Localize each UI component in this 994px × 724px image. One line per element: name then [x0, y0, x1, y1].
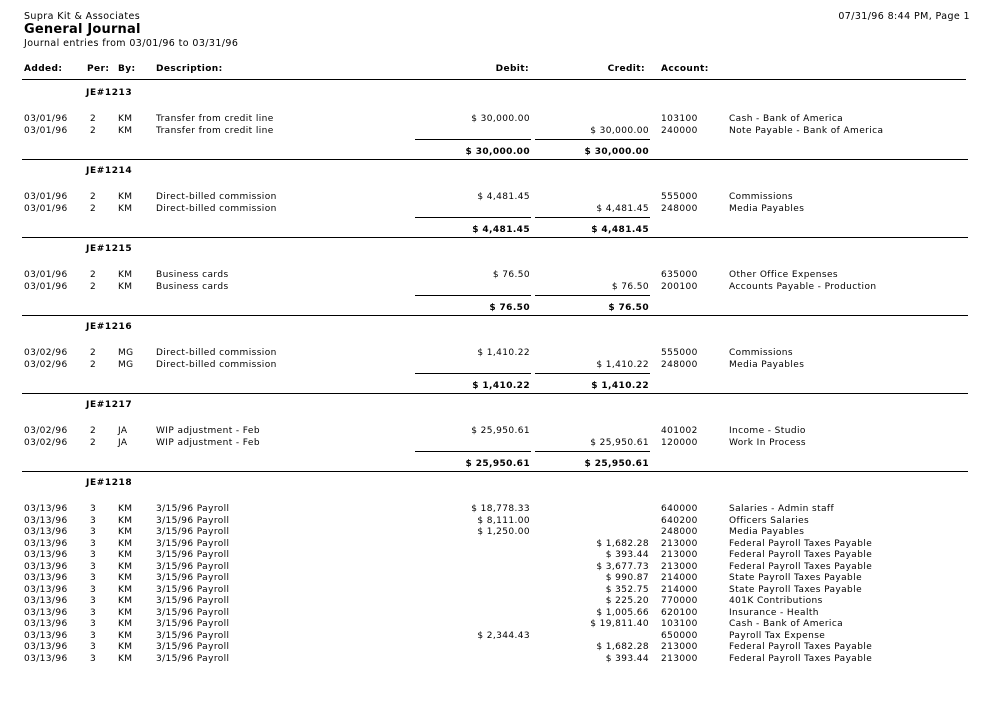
entry-description: 3/15/96 Payroll — [156, 527, 230, 537]
entry-date: 03/02/96 — [24, 359, 68, 370]
entry-account-number: 213000 — [661, 538, 698, 549]
entry-period: 3 — [90, 607, 97, 618]
journal-line — [0, 204, 994, 216]
entry-total-credit: $ 1,410.22 — [591, 381, 649, 391]
entry-date: 03/02/96 — [24, 348, 68, 358]
entry-period: 2 — [90, 437, 97, 448]
entry-date: 03/13/96 — [24, 550, 68, 560]
entry-account-number: 200100 — [661, 281, 698, 292]
debit-total-rule — [415, 295, 531, 296]
entry-total-row — [0, 459, 994, 471]
entry-total-debit: $ 76.50 — [489, 303, 530, 313]
entry-user: MG — [118, 359, 134, 370]
entry-account-number: 213000 — [661, 653, 698, 664]
col-added: Added: — [24, 64, 63, 74]
journal-line — [0, 126, 994, 138]
journal-line — [0, 348, 994, 360]
entry-account-name: Salaries - Admin staff — [729, 504, 835, 514]
entry-id: JE#1217 — [86, 400, 133, 410]
entry-account-number: 640200 — [661, 515, 698, 526]
entry-account-name: Commissions — [729, 348, 794, 358]
entry-total-row — [0, 303, 994, 315]
entry-debit: $ 4,481.45 — [477, 192, 530, 202]
entry-period: 3 — [90, 515, 97, 526]
entry-account-name: Income - Studio — [729, 426, 806, 436]
journal-line — [0, 585, 994, 597]
entry-description: WIP adjustment - Feb — [156, 426, 260, 436]
entry-date: 03/01/96 — [24, 203, 68, 214]
journal-line — [0, 550, 994, 562]
entry-description: 3/15/96 Payroll — [156, 642, 230, 652]
journal-line — [0, 619, 994, 631]
entry-user: KM — [118, 538, 133, 549]
entry-account-number: 650000 — [661, 630, 698, 641]
entry-date: 03/13/96 — [24, 596, 68, 606]
entry-account-number: 240000 — [661, 125, 698, 136]
entry-user: KM — [118, 550, 133, 560]
entry-account-name: Federal Payroll Taxes Payable — [729, 550, 873, 560]
entry-total-row — [0, 147, 994, 159]
journal-line — [0, 631, 994, 643]
credit-total-rule — [535, 295, 650, 296]
entry-user: KM — [118, 114, 133, 124]
entry-user: KM — [118, 125, 133, 136]
entry-date: 03/13/96 — [24, 504, 68, 514]
entry-user: KM — [118, 653, 133, 664]
entry-account-name: Cash - Bank of America — [729, 619, 844, 629]
col-by: By: — [118, 64, 136, 74]
entry-user: KM — [118, 515, 133, 526]
entry-date: 03/02/96 — [24, 426, 68, 436]
entry-credit: $ 1,410.22 — [596, 359, 649, 370]
entry-account-name: Commissions — [729, 192, 794, 202]
entry-description: Transfer from credit line — [156, 114, 274, 124]
journal-line — [0, 573, 994, 585]
journal-line — [0, 642, 994, 654]
entry-period: 2 — [90, 426, 97, 436]
entry-description: 3/15/96 Payroll — [156, 653, 230, 664]
entry-date: 03/01/96 — [24, 270, 68, 280]
entry-period: 2 — [90, 203, 97, 214]
entry-account-name: Federal Payroll Taxes Payable — [729, 642, 873, 652]
entry-date: 03/13/96 — [24, 527, 68, 537]
journal-line — [0, 654, 994, 666]
entry-account-number: 248000 — [661, 203, 698, 214]
entry-user: KM — [118, 527, 133, 537]
entry-credit: $ 1,682.28 — [596, 538, 649, 549]
entry-total-credit: $ 25,950.61 — [584, 459, 649, 469]
entry-credit: $ 3,677.73 — [596, 561, 649, 572]
journal-line — [0, 282, 994, 294]
entry-period: 3 — [90, 596, 97, 606]
entry-description: 3/15/96 Payroll — [156, 515, 230, 526]
entry-total-row — [0, 381, 994, 393]
entry-separator — [22, 159, 968, 160]
entry-user: MG — [118, 348, 134, 358]
entry-account-name: Accounts Payable - Production — [729, 281, 877, 292]
entry-period: 2 — [90, 359, 97, 370]
entry-user: KM — [118, 630, 133, 641]
entry-id: JE#1216 — [86, 322, 133, 332]
entry-total-credit: $ 4,481.45 — [591, 225, 649, 235]
entry-date: 03/13/96 — [24, 584, 68, 595]
entry-description: Direct-billed commission — [156, 348, 277, 358]
entry-account-name: Media Payables — [729, 203, 805, 214]
entry-user: KM — [118, 281, 133, 292]
entry-separator — [22, 471, 968, 472]
entry-account-name: Payroll Tax Expense — [729, 630, 826, 641]
journal-line — [0, 562, 994, 574]
entry-period: 3 — [90, 538, 97, 549]
print-timestamp: 07/31/96 8:44 PM, Page 1 — [838, 11, 970, 22]
journal-line — [0, 438, 994, 450]
journal-line — [0, 504, 994, 516]
entry-date: 03/01/96 — [24, 281, 68, 292]
debit-total-rule — [415, 217, 531, 218]
entry-period: 3 — [90, 561, 97, 572]
entry-description: WIP adjustment - Feb — [156, 437, 260, 448]
entry-description: Direct-billed commission — [156, 192, 277, 202]
entry-period: 3 — [90, 619, 97, 629]
entry-account-name: State Payroll Taxes Payable — [729, 573, 863, 583]
company-name: Supra Kit & Associates — [24, 11, 141, 22]
entry-user: JA — [118, 426, 128, 436]
entry-period: 3 — [90, 584, 97, 595]
entry-account-number: 248000 — [661, 359, 698, 370]
entry-account-name: State Payroll Taxes Payable — [729, 584, 863, 595]
entry-description: 3/15/96 Payroll — [156, 538, 230, 549]
entry-account-name: 401K Contributions — [729, 596, 823, 606]
entry-credit: $ 1,005.66 — [596, 607, 649, 618]
entry-description: 3/15/96 Payroll — [156, 561, 230, 572]
entry-total-debit: $ 4,481.45 — [472, 225, 530, 235]
report-title: General Journal — [24, 22, 141, 37]
entry-period: 3 — [90, 550, 97, 560]
entry-credit: $ 4,481.45 — [596, 203, 649, 214]
entry-separator — [22, 315, 968, 316]
entry-user: KM — [118, 504, 133, 514]
entry-debit: $ 2,344.43 — [477, 630, 530, 641]
entry-account-number: 555000 — [661, 192, 698, 202]
entry-account-name: Other Office Expenses — [729, 270, 838, 280]
entry-total-credit: $ 76.50 — [608, 303, 649, 313]
entry-user: KM — [118, 561, 133, 572]
entry-user: KM — [118, 584, 133, 595]
entry-account-number: 120000 — [661, 437, 698, 448]
entry-user: KM — [118, 619, 133, 629]
col-credit: Credit: — [607, 64, 645, 74]
entry-user: KM — [118, 642, 133, 652]
entry-description: 3/15/96 Payroll — [156, 550, 230, 560]
credit-total-rule — [535, 373, 650, 374]
entry-date: 03/13/96 — [24, 561, 68, 572]
entry-description: 3/15/96 Payroll — [156, 584, 230, 595]
entry-credit: $ 225.20 — [605, 596, 649, 606]
entry-account-number: 640000 — [661, 504, 698, 514]
entry-debit: $ 1,250.00 — [477, 527, 530, 537]
entry-credit: $ 393.44 — [605, 550, 649, 560]
entry-separator — [22, 237, 968, 238]
entry-period: 2 — [90, 125, 97, 136]
entry-period: 3 — [90, 573, 97, 583]
entry-account-name: Insurance - Health — [729, 607, 819, 618]
entry-account-number: 214000 — [661, 584, 698, 595]
entry-total-debit: $ 30,000.00 — [465, 147, 530, 157]
entry-user: KM — [118, 270, 133, 280]
entry-description: Business cards — [156, 281, 229, 292]
entry-date: 03/13/96 — [24, 607, 68, 618]
entry-account-number: 555000 — [661, 348, 698, 358]
entry-user: JA — [118, 437, 128, 448]
entry-debit: $ 30,000.00 — [471, 114, 530, 124]
col-description: Description: — [156, 64, 223, 74]
entry-account-number: 214000 — [661, 573, 698, 583]
entry-period: 2 — [90, 348, 97, 358]
col-debit: Debit: — [495, 64, 529, 74]
journal-line — [0, 539, 994, 551]
entry-id: JE#1218 — [86, 478, 133, 488]
entry-total-debit: $ 25,950.61 — [465, 459, 530, 469]
entry-date: 03/13/96 — [24, 515, 68, 526]
entry-debit: $ 1,410.22 — [477, 348, 530, 358]
entry-account-name: Federal Payroll Taxes Payable — [729, 538, 873, 549]
header-rule — [22, 79, 966, 80]
entry-id: JE#1215 — [86, 244, 133, 254]
entry-credit: $ 19,811.40 — [590, 619, 649, 629]
date-range: Journal entries from 03/01/96 to 03/31/96 — [24, 38, 239, 49]
entry-user: KM — [118, 203, 133, 214]
entry-period: 3 — [90, 653, 97, 664]
journal-line — [0, 596, 994, 608]
entry-period: 2 — [90, 114, 97, 124]
credit-total-rule — [535, 139, 650, 140]
credit-total-rule — [535, 451, 650, 452]
entry-total-row — [0, 225, 994, 237]
entry-account-name: Work In Process — [729, 437, 807, 448]
entry-account-number: 401002 — [661, 426, 698, 436]
entry-date: 03/13/96 — [24, 538, 68, 549]
journal-line — [0, 608, 994, 620]
journal-line — [0, 426, 994, 438]
entry-period: 2 — [90, 270, 97, 280]
entry-user: KM — [118, 573, 133, 583]
debit-total-rule — [415, 373, 531, 374]
entry-separator — [22, 393, 968, 394]
entry-account-name: Federal Payroll Taxes Payable — [729, 561, 873, 572]
entry-account-number: 213000 — [661, 550, 698, 560]
entry-account-name: Officers Salaries — [729, 515, 810, 526]
entry-date: 03/01/96 — [24, 125, 68, 136]
entry-debit: $ 8,111.00 — [477, 515, 530, 526]
debit-total-rule — [415, 139, 531, 140]
entry-date: 03/13/96 — [24, 642, 68, 652]
debit-total-rule — [415, 451, 531, 452]
entry-user: KM — [118, 607, 133, 618]
entry-credit: $ 990.87 — [605, 573, 649, 583]
journal-line — [0, 360, 994, 372]
entry-date: 03/01/96 — [24, 192, 68, 202]
entry-period: 2 — [90, 192, 97, 202]
entry-description: 3/15/96 Payroll — [156, 596, 230, 606]
col-per: Per: — [87, 64, 110, 74]
entry-account-name: Media Payables — [729, 359, 805, 370]
entry-account-name: Media Payables — [729, 527, 805, 537]
journal-line — [0, 192, 994, 204]
entry-description: Direct-billed commission — [156, 203, 277, 214]
entry-debit: $ 25,950.61 — [471, 426, 530, 436]
col-account: Account: — [661, 64, 709, 74]
entry-date: 03/13/96 — [24, 619, 68, 629]
entry-description: 3/15/96 Payroll — [156, 619, 230, 629]
entry-credit: $ 30,000.00 — [590, 125, 649, 136]
entry-id: JE#1213 — [86, 88, 133, 98]
entry-credit: $ 393.44 — [605, 653, 649, 664]
entry-description: 3/15/96 Payroll — [156, 607, 230, 618]
entry-description: Direct-billed commission — [156, 359, 277, 370]
entry-credit: $ 1,682.28 — [596, 642, 649, 652]
entry-total-credit: $ 30,000.00 — [584, 147, 649, 157]
entry-total-debit: $ 1,410.22 — [472, 381, 530, 391]
journal-line — [0, 270, 994, 282]
entry-account-number: 620100 — [661, 607, 698, 618]
entry-credit: $ 25,950.61 — [590, 437, 649, 448]
entry-description: Transfer from credit line — [156, 125, 274, 136]
entry-description: Business cards — [156, 270, 229, 280]
entry-account-name: Federal Payroll Taxes Payable — [729, 653, 873, 664]
entry-date: 03/01/96 — [24, 114, 68, 124]
entry-user: KM — [118, 596, 133, 606]
entry-date: 03/13/96 — [24, 630, 68, 641]
journal-line — [0, 114, 994, 126]
entry-period: 3 — [90, 527, 97, 537]
journal-line — [0, 527, 994, 539]
entry-credit: $ 76.50 — [611, 281, 649, 292]
entry-period: 3 — [90, 504, 97, 514]
entry-debit: $ 76.50 — [492, 270, 530, 280]
entry-account-name: Note Payable - Bank of America — [729, 125, 884, 136]
entry-account-number: 248000 — [661, 527, 698, 537]
entry-account-number: 213000 — [661, 642, 698, 652]
entry-account-number: 103100 — [661, 619, 698, 629]
entry-date: 03/02/96 — [24, 437, 68, 448]
journal-line — [0, 516, 994, 528]
entry-user: KM — [118, 192, 133, 202]
entry-period: 2 — [90, 281, 97, 292]
entry-account-number: 103100 — [661, 114, 698, 124]
entry-description: 3/15/96 Payroll — [156, 573, 230, 583]
entry-account-number: 770000 — [661, 596, 698, 606]
entry-credit: $ 352.75 — [605, 584, 649, 595]
credit-total-rule — [535, 217, 650, 218]
entry-description: 3/15/96 Payroll — [156, 504, 230, 514]
entry-description: 3/15/96 Payroll — [156, 630, 230, 641]
entry-debit: $ 18,778.33 — [471, 504, 530, 514]
entry-period: 3 — [90, 642, 97, 652]
entry-id: JE#1214 — [86, 166, 133, 176]
entry-date: 03/13/96 — [24, 573, 68, 583]
entry-date: 03/13/96 — [24, 653, 68, 664]
entry-account-name: Cash - Bank of America — [729, 114, 844, 124]
entry-period: 3 — [90, 630, 97, 641]
entry-account-number: 213000 — [661, 561, 698, 572]
entry-account-number: 635000 — [661, 270, 698, 280]
